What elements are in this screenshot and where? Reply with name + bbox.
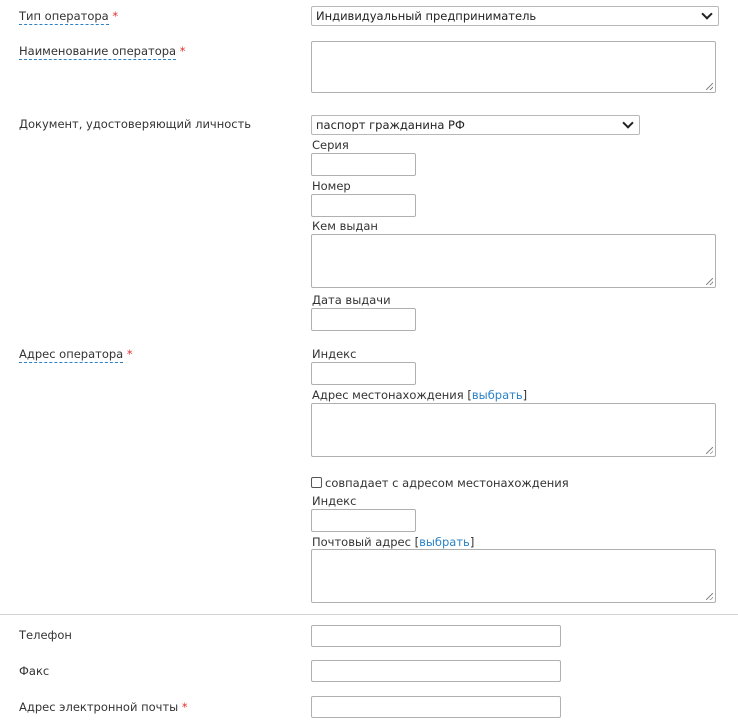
operator-address-label xyxy=(19,347,133,361)
resize-grip-icon[interactable] xyxy=(706,278,713,285)
bracket-close: ] xyxy=(469,535,475,549)
fax-input[interactable] xyxy=(311,660,561,682)
location-address-textarea[interactable] xyxy=(311,403,716,457)
select-postal-link[interactable]: выбрать xyxy=(419,535,470,549)
postal-index-label: Индекс xyxy=(312,494,357,508)
required-mark: * xyxy=(112,9,119,23)
bracket-open: [ xyxy=(467,388,472,402)
email-input[interactable] xyxy=(311,696,561,718)
index-input[interactable] xyxy=(311,362,416,385)
postal-address-label xyxy=(312,535,474,549)
same-address-checkbox[interactable] xyxy=(311,477,322,488)
operator-type-label xyxy=(19,9,118,23)
required-mark: * xyxy=(179,44,186,58)
issued-by-label: Кем выдан xyxy=(312,219,378,233)
bracket-open: [ xyxy=(414,535,420,549)
resize-grip-icon[interactable] xyxy=(706,83,713,90)
number-input[interactable] xyxy=(311,194,416,217)
operator-type-selected: Индивидуальный предприниматель xyxy=(316,9,537,23)
postal-address-textarea[interactable] xyxy=(311,549,716,603)
resize-grip-icon[interactable] xyxy=(706,593,713,600)
issue-date-input[interactable] xyxy=(311,308,416,331)
phone-input[interactable] xyxy=(311,625,561,647)
chevron-down-icon xyxy=(701,8,712,19)
location-address-label-text: Адрес местонахождения xyxy=(312,388,464,402)
email-label-text: Адрес электронной почты xyxy=(19,700,179,714)
operator-name-label-text: Наименование оператора xyxy=(19,44,177,58)
operator-name-label xyxy=(19,44,186,58)
chevron-down-icon xyxy=(622,117,633,128)
fax-label: Факс xyxy=(19,664,50,678)
bracket-close: ] xyxy=(522,388,528,402)
postal-address-label-text: Почтовый адрес xyxy=(312,535,411,549)
operator-type-select[interactable] xyxy=(311,6,719,26)
issued-by-textarea[interactable] xyxy=(311,234,716,288)
select-location-link[interactable]: выбрать xyxy=(471,388,523,402)
resize-grip-icon[interactable] xyxy=(706,447,713,454)
number-label: Номер xyxy=(312,179,351,193)
postal-index-input[interactable] xyxy=(311,509,416,532)
identity-document-selected: паспорт гражданина РФ xyxy=(316,118,465,132)
same-address-label: совпадает с адресом местонахождения xyxy=(325,476,569,490)
identity-document-select[interactable] xyxy=(311,115,640,135)
operator-type-label-text: Тип оператора xyxy=(19,9,109,23)
series-input[interactable] xyxy=(311,153,416,176)
required-mark: * xyxy=(126,347,133,361)
index-label: Индекс xyxy=(312,347,357,361)
operator-name-textarea[interactable] xyxy=(311,41,716,93)
series-label: Серия xyxy=(312,138,349,152)
operator-address-label-text: Адрес оператора xyxy=(19,347,124,361)
phone-label: Телефон xyxy=(19,628,72,642)
identity-document-label: Документ, удостоверяющий личность xyxy=(19,117,252,131)
email-label xyxy=(19,700,188,714)
required-mark: * xyxy=(181,700,188,714)
section-divider xyxy=(0,614,738,615)
location-address-label xyxy=(312,388,527,402)
issue-date-label: Дата выдачи xyxy=(312,293,391,307)
